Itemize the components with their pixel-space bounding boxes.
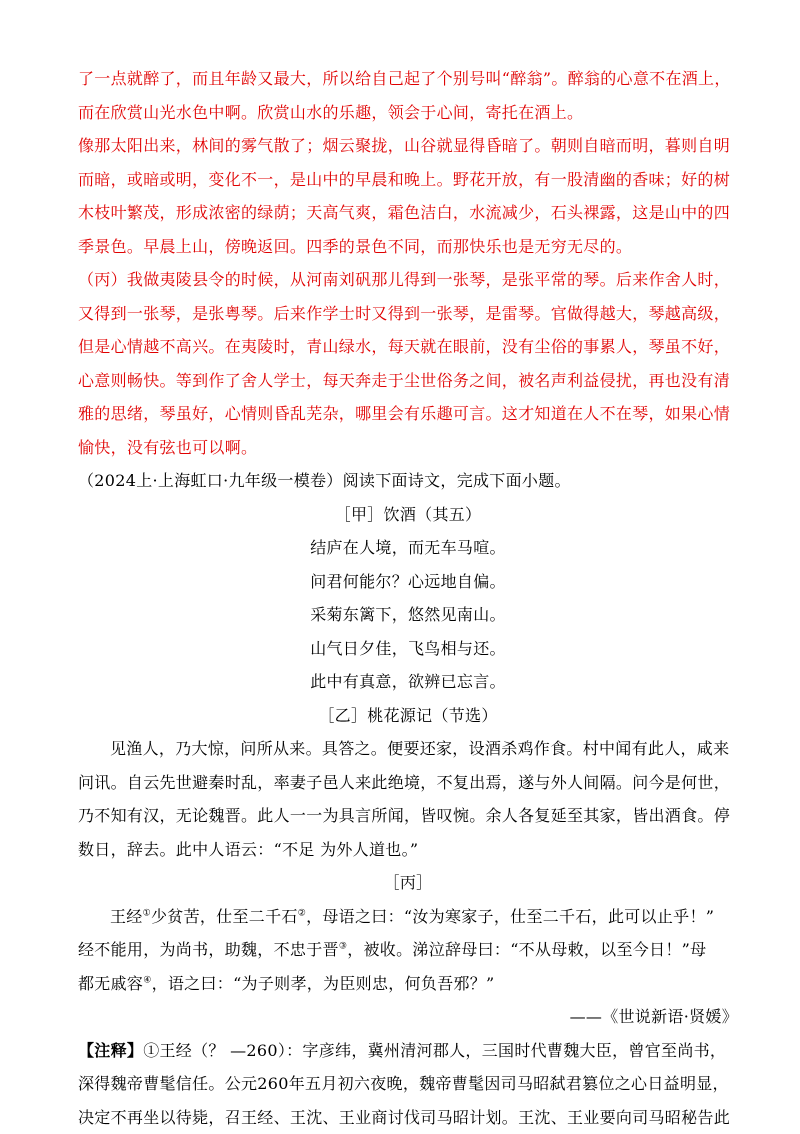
prose-b-line: 乃不知有汉，无论魏晋。此人一一为具言所闻，皆叹惋。余人各复延至其家，皆出酒食。停 <box>78 799 738 833</box>
text-span: 少贫苦，仕至二千石 <box>151 907 298 926</box>
poem-line: 采菊东篱下，悠然见南山。 <box>78 598 738 632</box>
translation-line: 了一点就醉了，而且年龄又最大，所以给自己起了个别号叫“醉翁”。醉翁的心意不在酒上， <box>78 62 738 96</box>
footnote-marker: ④ <box>143 975 151 985</box>
text-span: ，被收。涕泣辞母曰：“不从母敕，以至今日！”母 <box>347 940 706 959</box>
translation-line: 心意则畅快。等到作了舍人学士，每天奔走于尘世俗务之间，被名声利益侵扰，再也没有清 <box>78 364 738 398</box>
translation-line: 雅的思绪，琴虽好，心情则昏乱芜杂，哪里会有乐趣可言。这才知道在人不在琴，如果心情 <box>78 397 738 431</box>
notes-line <box>78 1034 738 1068</box>
prose-b-section <box>78 699 738 867</box>
translation-line: 木枝叶繁茂，形成浓密的绿荫；天高气爽，霜色洁白，水流减少，石头裸露，这是山中的四 <box>78 196 738 230</box>
text-span: 都无戚容 <box>78 974 143 993</box>
poem-line: 此中有真意，欲辨已忘言。 <box>78 665 738 699</box>
prose-b-line: 见渔人，乃大惊，问所从来。具答之。便要还家，设酒杀鸡作食。村中闻有此人，咸来 <box>78 732 738 766</box>
question-intro: （2024上·上海虹口·九年级一模卷）阅读下面诗文，完成下面小题。 <box>78 464 738 498</box>
translation-line: 又得到一张琴，是张粤琴。后来作学士时又得到一张琴，是雷琴。官做得越大，琴越高级， <box>78 297 738 331</box>
translation-line: 愉快，没有弦也可以啊。 <box>78 431 738 465</box>
notes-line: 决定不再坐以待毙，召王经、王沈、王业商讨伐司马昭计划。王沈、王业要向司马昭秘告此 <box>78 1101 738 1134</box>
translation-line: （丙）我做夷陵县令的时候，从河南刘矾那儿得到一张琴，是张平常的琴。后来作舍人时， <box>78 263 738 297</box>
footnote-marker: ② <box>298 908 306 918</box>
poem-line: 结庐在人境，而无车马喧。 <box>78 531 738 565</box>
notes-line: 深得魏帝曹髦信任。公元260年五月初六夜晚，魏帝曹髦因司马昭弑君篡位之心日益明显， <box>78 1067 738 1101</box>
text-span: ①王经（？ —260）：字彦纬，冀州清河郡人，三国时代曹魏大臣，曾官至尚书， <box>143 1041 726 1060</box>
prose-c-title: ［丙］ <box>78 866 738 900</box>
notes-label: 【注释】 <box>78 1041 143 1060</box>
poem-title: ［甲］饮酒（其五） <box>78 498 738 532</box>
prose-c-line <box>78 900 738 934</box>
translation-line: 而暗，或暗或明，变化不一，是山中的早晨和晚上。野花开放，有一股清幽的香味；好的树 <box>78 163 738 197</box>
text-span: ，语之曰：“为子则孝，为臣则忠，何负吾邪？” <box>152 974 495 993</box>
source-attribution: ——《世说新语·贤媛》 <box>78 1000 738 1034</box>
prose-c-section <box>78 866 738 1034</box>
translation-line: 而在欣赏山光水色中啊。欣赏山水的乐趣，领会于心间，寄托在酒上。 <box>78 96 738 130</box>
notes-section <box>78 1034 738 1134</box>
translation-line: 但是心情越不高兴。在夷陵时，青山绿水，每天就在眼前，没有尘俗的事累人，琴虽不好， <box>78 330 738 364</box>
prose-c-line <box>78 967 738 1001</box>
poem-line: 问君何能尔？心远地自偏。 <box>78 565 738 599</box>
document-page <box>78 62 738 1134</box>
poem-section <box>78 498 738 699</box>
translation-line: 像那太阳出来，林间的雾气散了；烟云聚拢，山谷就显得昏暗了。朝则自暗而明，暮则自明 <box>78 129 738 163</box>
text-span: ，母语之曰：“汝为寒家子，仕至二千石，此可以止乎！” <box>306 907 714 926</box>
prose-b-line: 问讯。自云先世避秦时乱，率妻子邑人来此绝境，不复出焉，遂与外人间隔。问今是何世， <box>78 766 738 800</box>
prose-c-line <box>78 933 738 967</box>
translation-block <box>78 62 738 464</box>
text-span: 经不能用，为尚书，助魏，不忠于晋 <box>78 940 339 959</box>
footnote-marker: ① <box>143 908 151 918</box>
text-span: 王经 <box>110 907 143 926</box>
prose-b-line: 数日，辞去。此中人语云：“不足 为外人道也。” <box>78 833 738 867</box>
prose-b-title: ［乙］桃花源记（节选） <box>78 699 738 733</box>
poem-line: 山气日夕佳，飞鸟相与还。 <box>78 632 738 666</box>
footnote-marker: ③ <box>339 942 347 952</box>
translation-line: 季景色。早晨上山，傍晚返回。四季的景色不同，而那快乐也是无穷无尽的。 <box>78 230 738 264</box>
